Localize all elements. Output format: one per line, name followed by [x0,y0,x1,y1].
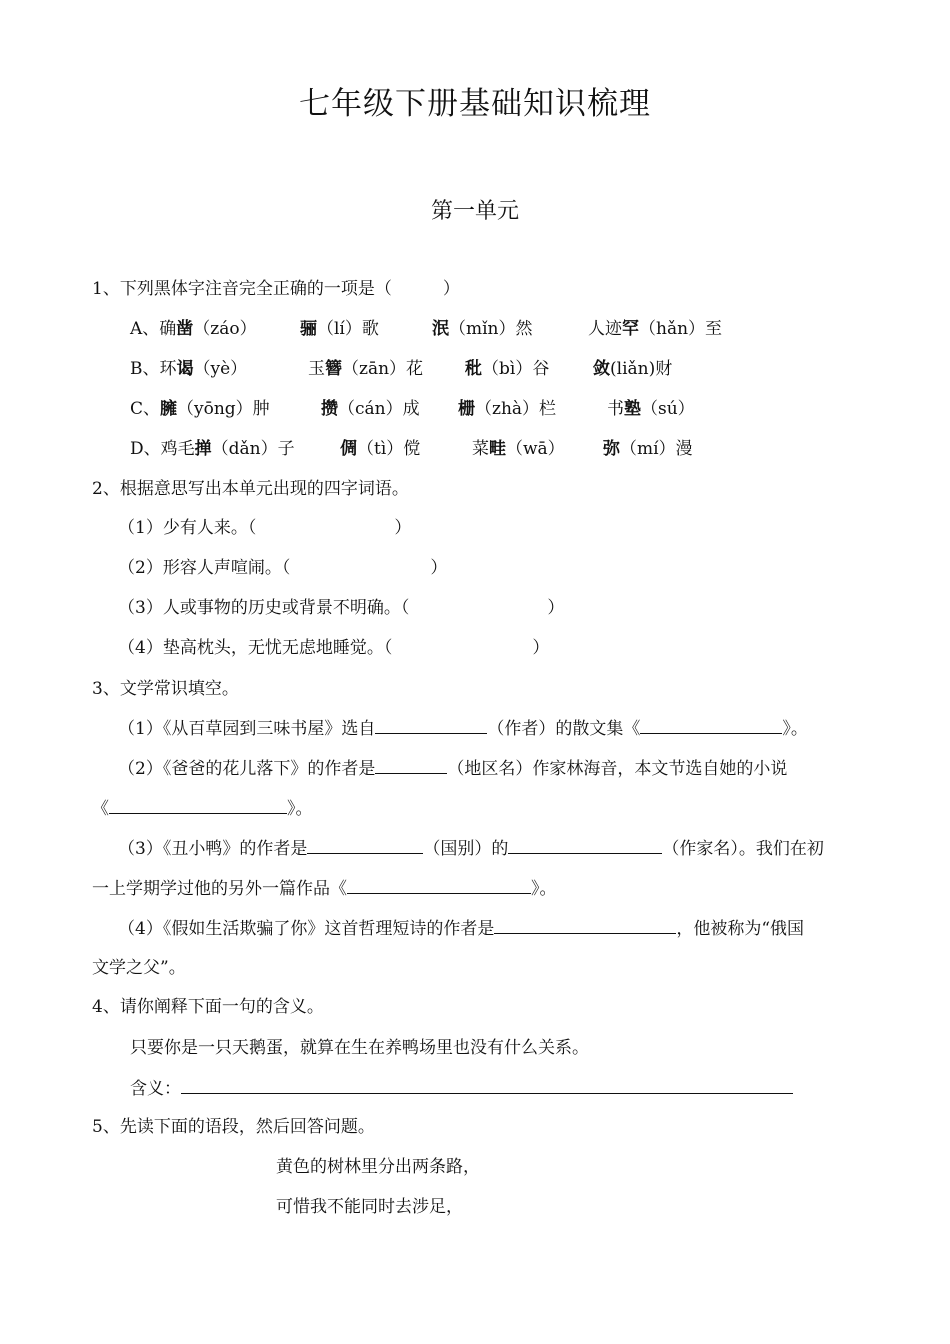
q3-2-region-blank[interactable] [375,757,447,774]
q3-item-4-cont: 文学之父”。 [92,958,186,978]
q1-d-3: 菜畦（wā） [472,439,565,459]
q3-item-2-cont: 《 》。 [92,799,313,819]
q3-3-writer-blank[interactable] [508,837,662,854]
q1-a-1: A、确凿（záo） [130,319,257,339]
q3-stem: 3、文学常识填空。 [92,679,239,699]
q4-meaning-line: 含义： [130,1077,793,1100]
unit-heading: 第一单元 [430,199,519,224]
q3-3-country-blank[interactable] [307,837,423,854]
q3-1-collection-blank[interactable] [640,717,782,734]
q2-item-3: （3）人或事物的历史或背景不明确。（ ） [118,598,565,618]
q1-c-1: C、臃（yōng）肿 [130,399,270,419]
q2-stem: 2、根据意思写出本单元出现的四字词语。 [92,479,409,499]
q1-b-1: B、环谒（yè） [130,359,248,379]
q4-meaning-blank[interactable] [181,1077,793,1094]
q3-item-3: （3）《丑小鸭》的作者是 （国别）的 （作家名）。我们在初 [118,839,824,859]
q2-item-1: （1）少有人来。（ ） [118,518,412,538]
q1-c-4: 书塾（sú） [607,399,695,419]
q1-d-1: D、鸡毛掸（dǎn）子 [130,439,295,459]
q3-4-author-blank[interactable] [494,917,676,934]
q2-item-4: （4）垫高枕头，无忧无虑地睡觉。（ ） [118,638,550,658]
q5-stem: 5、先读下面的语段，然后回答问题。 [92,1117,375,1137]
q3-1-author-blank[interactable] [375,717,487,734]
q2-item-2: （2）形容人声喧闹。（ ） [118,558,448,578]
q1-option-a [130,318,257,340]
q3-item-1: （1）《从百草园到三味书屋》选自 （作者）的散文集《 》。 [118,719,808,739]
q1-c-2: 攒（cán）成 [321,399,420,419]
q1-a-4: 人迹罕（hǎn）至 [588,319,723,339]
q1-c-3: 栅（zhà）栏 [458,399,557,419]
q5-poem-line-2: 可惜我不能同时去涉足， [276,1197,463,1217]
q3-item-2: （2）《爸爸的花儿落下》的作者是 （地区名）作家林海音，本文节选自她的小说 [118,759,788,779]
q3-2-novel-blank[interactable] [109,797,287,814]
q1-a-2: 骊（lí）歌 [300,319,379,339]
q4-stem: 4、请你阐释下面一句的含义。 [92,997,324,1017]
q1-a-3: 泯（mǐn）然 [432,319,533,339]
page-title: 七年级下册基础知识梳理 [299,86,651,122]
q1-d-4: 弥（mí）漫 [603,439,693,459]
q5-poem-line-1: 黄色的树林里分出两条路， [276,1157,480,1177]
q1-b-2: 玉簪（zān）花 [308,359,424,379]
q3-3-work-blank[interactable] [347,877,531,894]
q4-sentence: 只要你是一只天鹅蛋，就算在生在养鸭场里也没有什么关系。 [130,1038,589,1058]
q1-d-2: 倜（tì）傥 [340,439,421,459]
q3-item-4: （4）《假如生活欺骗了你》这首哲理短诗的作者是 ，他被称为“俄国 [118,919,805,939]
q1-stem: 1、下列黑体字注音完全正确的一项是（ ） [92,279,460,299]
q3-item-3-cont: 一上学期学过他的另外一篇作品《 》。 [92,879,557,899]
q1-b-3: 秕（bì）谷 [465,359,550,379]
q1-b-4: 敛(liǎn)财 [593,359,673,379]
